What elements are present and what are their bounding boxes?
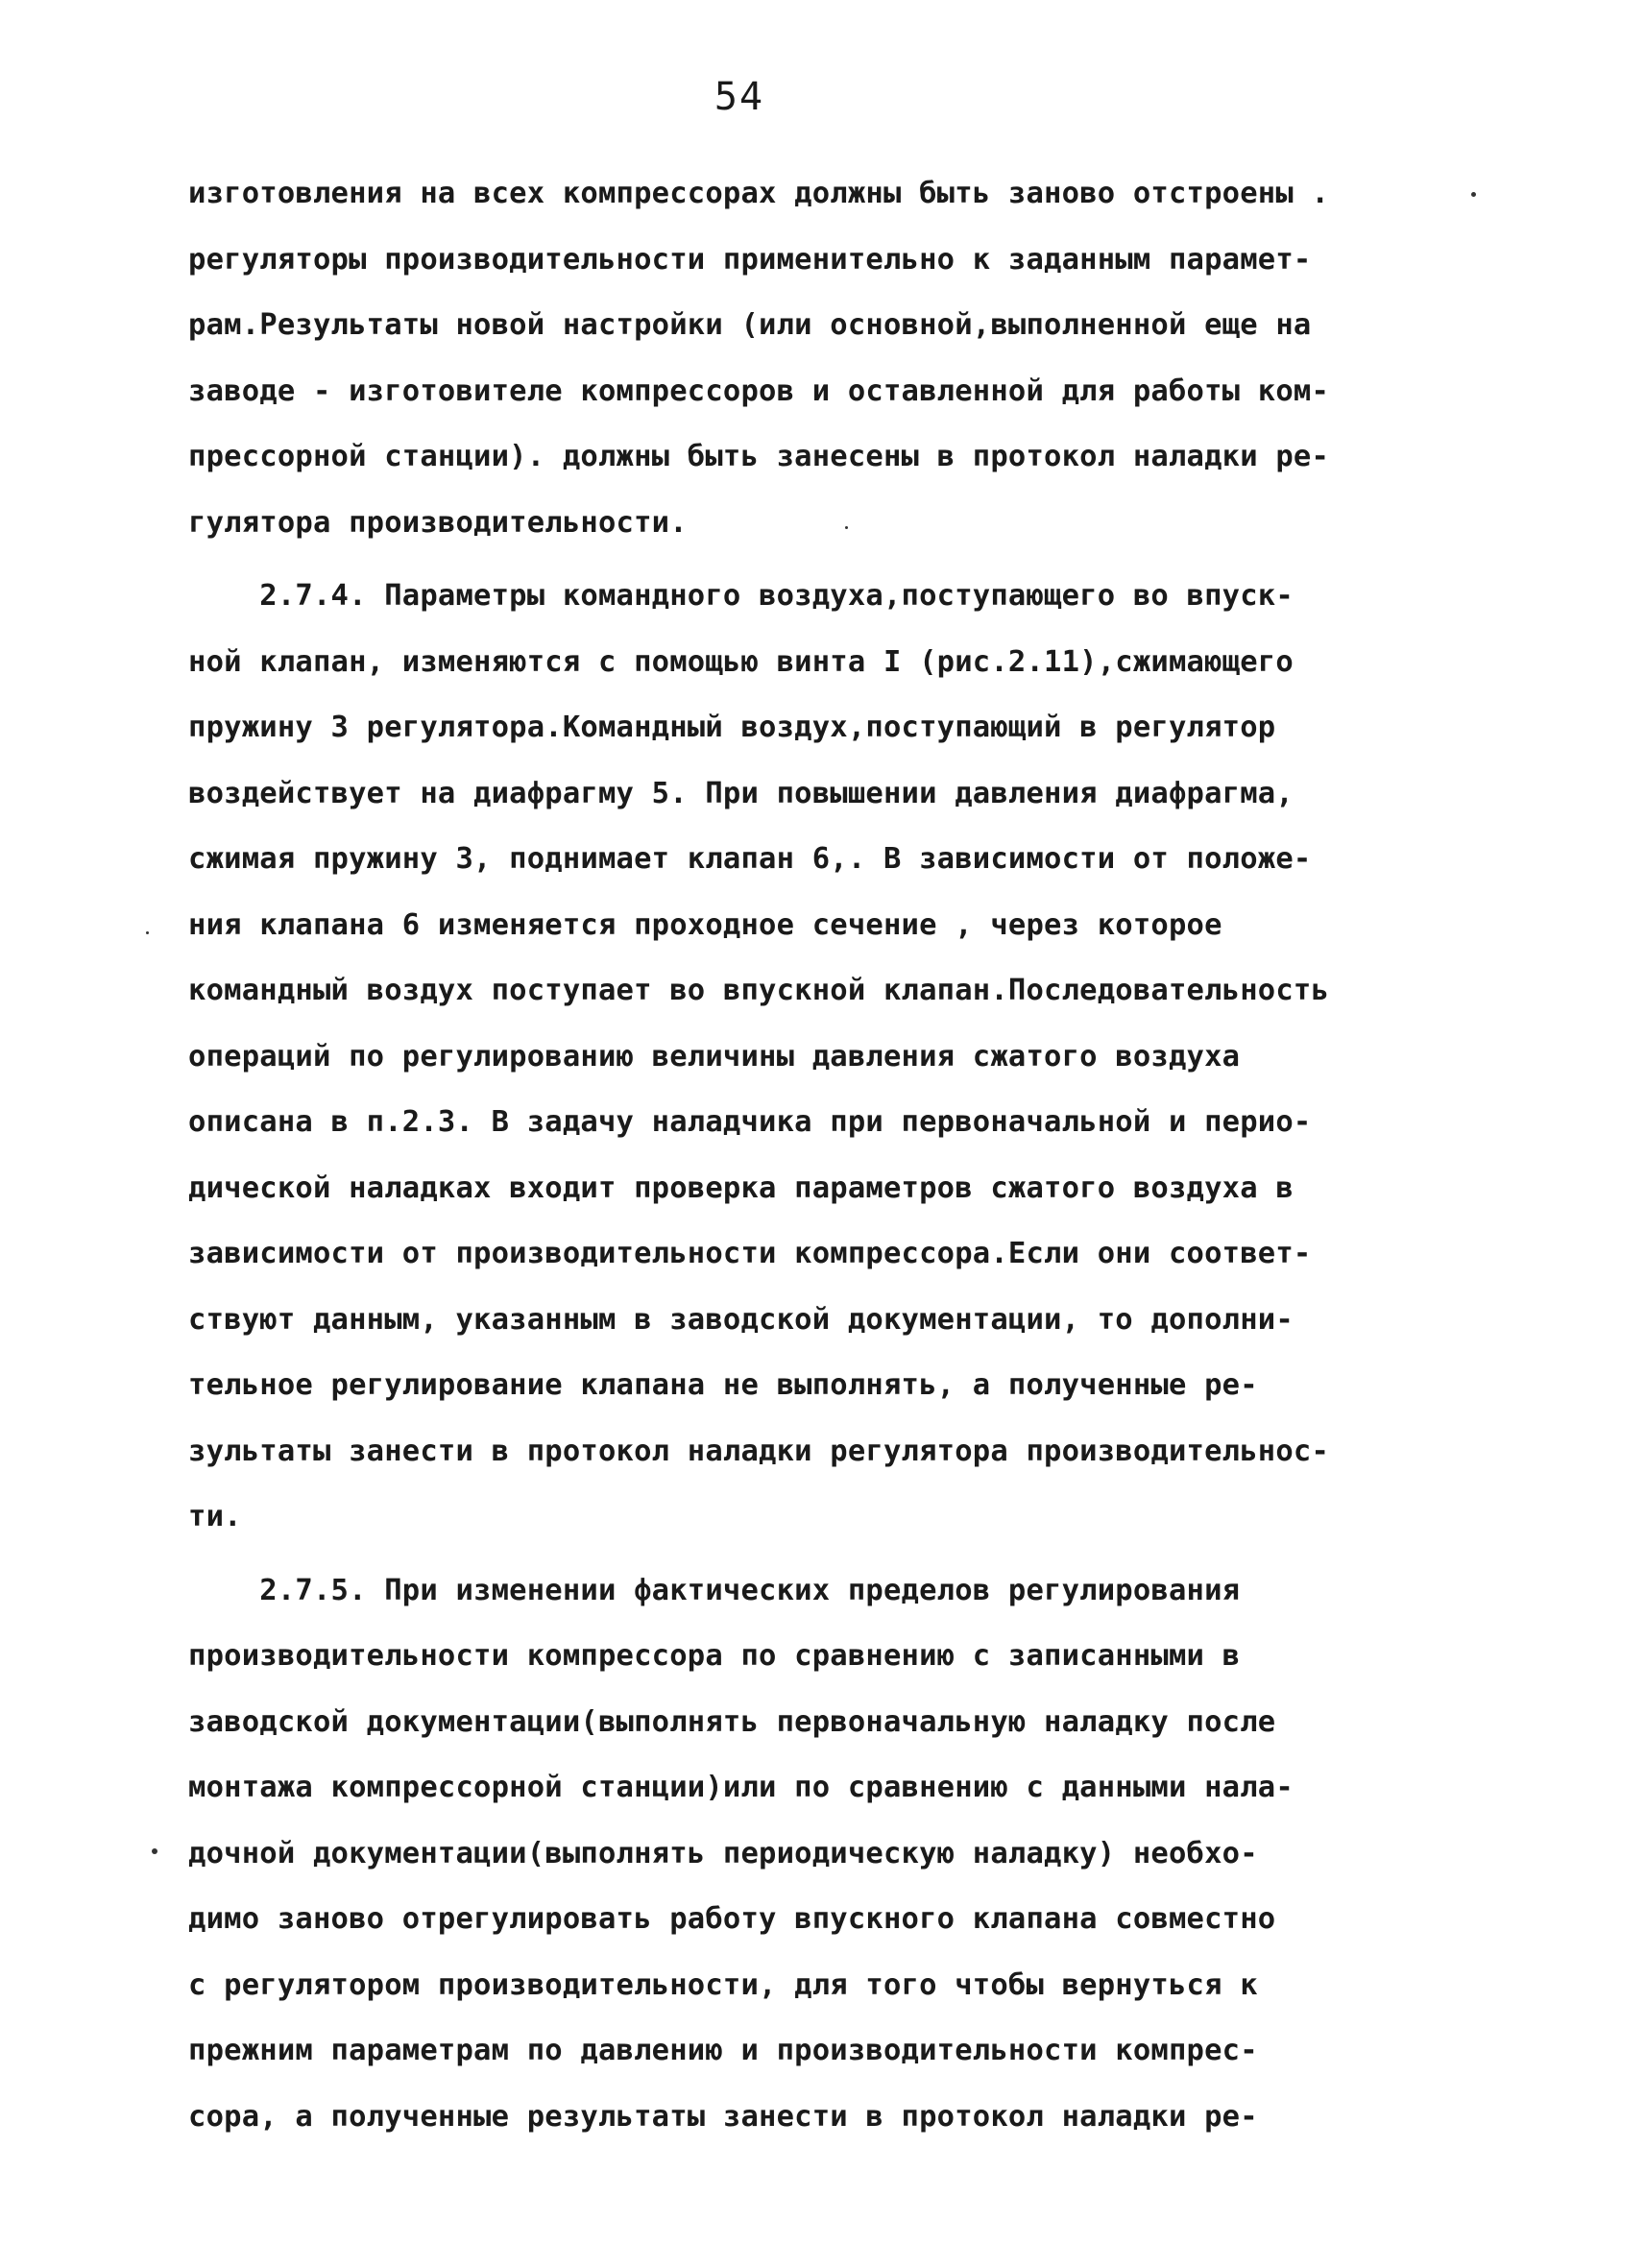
text-line: сора, а полученные результаты занести в протокол наладки ре-	[188, 2099, 1258, 2134]
page-number: 54	[714, 75, 765, 119]
scan-speck	[845, 526, 848, 529]
text-line: гулятора производительности.	[188, 505, 688, 540]
text-line: пружину 3 регулятора.Командный воздух,поступающий в регулятор	[188, 711, 1276, 744]
text-line: зультаты занести в протокол наладки регулятора производительнос-	[188, 1434, 1330, 1468]
paragraph-gap	[188, 556, 1494, 564]
text-line: дочной документации(выполнять периодическую наладку) необхо-	[188, 1836, 1258, 1870]
paragraph-gap	[188, 1551, 1494, 1558]
text-line: зависимости от производительности компрессора.Если они соответ-	[188, 1237, 1312, 1270]
text-line: рам.Результаты новой настройки (или основной,выполненной еще на	[188, 308, 1312, 342]
text-line: регуляторы производительности применительно к заданным парамет-	[188, 242, 1312, 277]
text-line: заводской документации(выполнять первоначальную наладку после	[188, 1704, 1276, 1739]
text-line: димо заново отрегулировать работу впускного клапана совместно	[188, 1902, 1276, 1936]
paragraph-regulator-settings	[188, 161, 1494, 556]
scan-speck	[152, 1848, 157, 1854]
paragraph-2-7-4	[188, 564, 1494, 1551]
text-line: операций по регулированию величины давления сжатого воздуха	[188, 1039, 1241, 1074]
text-line: командный воздух поступает во впускной клапан.Последовательность	[188, 974, 1330, 1007]
text-line: заводе - изготовителе компрессоров и оставленной для работы ком-	[188, 374, 1330, 408]
text-line: с регулятором производительности, для того чтобы вернуться к	[188, 1967, 1258, 2002]
text-line: воздействует на диафрагму 5. При повышении давления диафрагма,	[188, 776, 1294, 810]
text-line: тельное регулирование клапана не выполнять, а полученные ре-	[188, 1368, 1258, 1402]
text-line: сжимая пружину 3, поднимает клапан 6,. В зависимости от положе-	[188, 842, 1312, 876]
text-line: 2.7.4. Параметры командного воздуха,поступающего во впуск-	[188, 579, 1294, 613]
paragraph-2-7-5	[188, 1558, 1494, 2151]
text-line: описана в п.2.3. В задачу наладчика при первоначальной и перио-	[188, 1105, 1312, 1139]
text-line: прессорной станции). должны быть занесены в протокол наладки ре-	[188, 440, 1330, 473]
text-line: изготовления на всех компрессорах должны быть заново отстроены .	[188, 177, 1330, 210]
scan-speck	[146, 931, 149, 934]
text-line: ной клапан, изменяются с помощью винта I (рис.2.11),сжимающего	[188, 644, 1294, 679]
text-line: ния клапана 6 изменяется проходное сечение , через которое	[188, 907, 1222, 942]
text-line: дической наладках входит проверка параметров сжатого воздуха в	[188, 1170, 1294, 1205]
text-line: производительности компрессора по сравнению с записанными в	[188, 1639, 1241, 1673]
scan-speck	[1471, 192, 1476, 197]
body-text	[188, 161, 1494, 2150]
text-line: ствуют данным, указанным в заводской документации, то дополни-	[188, 1302, 1294, 1337]
text-line: монтажа компрессорной станции)или по сравнению с данными нала-	[188, 1771, 1294, 1804]
text-line: ти.	[188, 1500, 242, 1533]
text-line: прежним параметрам по давлению и производительности компрес-	[188, 2034, 1258, 2067]
text-line: 2.7.5. При изменении фактических пределов регулирования	[188, 1573, 1241, 1607]
